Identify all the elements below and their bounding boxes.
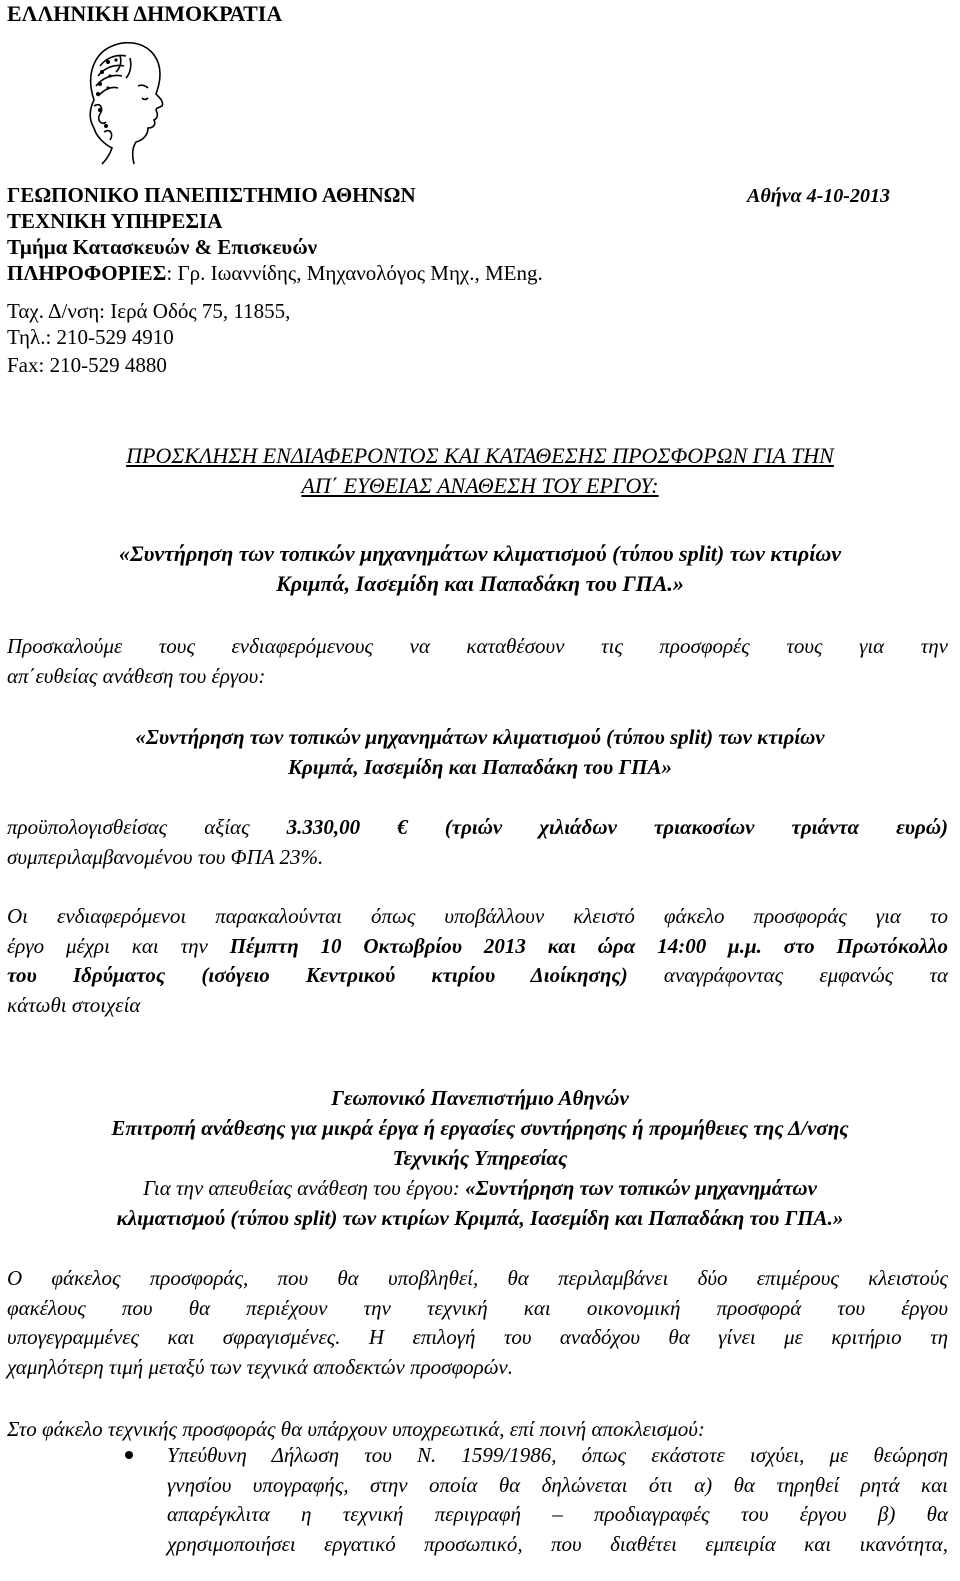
budget-paragraph (7, 813, 948, 872)
fax-line: Fax: 210-529 4880 (7, 353, 167, 377)
republic-heading: ΕΛΛΗΝΙΚΗ ΔΗΜΟΚΡΑΤΙΑ (7, 1, 283, 26)
project-repeat-line2: Κριμπά, Ιασεμίδη και Παπαδάκη του ΓΠΑ» (287, 755, 672, 779)
info-label: ΠΛΗΡΟΦΟΡΙΕΣ (7, 261, 167, 285)
phone-line: Τηλ.: 210-529 4910 (7, 325, 174, 349)
submission-line3 (7, 961, 948, 991)
info-value: : Γρ. Ιωαννίδης, Μηχανολόγος Μηχ., MEng. (166, 261, 543, 285)
bullet-line1: Υπεύθυνη Δήλωση του Ν. 1599/1986, όπως εκάστοτε ισχύει, με θεώρηση (167, 1443, 948, 1467)
university-logo (60, 36, 190, 166)
submission-line4: κάτωθι στοιχεία (7, 992, 141, 1017)
budget-line1 (7, 813, 948, 843)
offer-line4: χαμηλότερη τιμή μεταξύ των τεχνικά αποδεκτών προσφορών. (7, 1354, 513, 1379)
university-name: ΓΕΩΠΟΝΙΚΟ ΠΑΝΕΠΙΣΤΗΜΙΟ ΑΘΗΝΩΝ (7, 183, 416, 207)
offer-line3: υπογεγραμμένες και σφραγισμένες. Η επιλογή του αναδόχου θα γίνει με κριτήριο τη (7, 1325, 948, 1349)
invitation-line1: Προσκαλούμε τους ενδιαφερόμενους να καταθέσουν τις προσφορές τους για την (7, 634, 948, 658)
envelope-line1: Γεωπονικό Πανεπιστήμιο Αθηνών (331, 1086, 629, 1110)
envelope-line3: Τεχνικής Υπηρεσίας (392, 1146, 568, 1170)
service-name: ΤΕΧΝΙΚΗ ΥΠΗΡΕΣΙΑ (7, 209, 223, 233)
info-line (7, 261, 543, 285)
envelope-line4-prefix: Για την απευθείας ανάθεση του έργου: (143, 1176, 466, 1200)
envelope-line5: κλιματισμού (τύπου split) των κτιρίων Κριμπά, Ιασεμίδη και Παπαδάκη του ΓΠΑ.» (116, 1206, 844, 1230)
submission-deadline: Πέμπτη 10 Οκτωβρίου 2013 και ώρα 14:00 μ.μ. στο Πρωτόκολλο (229, 933, 948, 958)
department-name: Τμήμα Κατασκευών & Επισκευών (7, 235, 318, 259)
bullet-icon (125, 1451, 133, 1459)
technical-bullet-1 (167, 1441, 948, 1559)
envelope-line2: Επιτροπή ανάθεσης για μικρά έργα ή εργασίες συντήρησης ή προμήθειες της Δ/νσης (111, 1116, 849, 1140)
bullet-line3: απαρέγκλιτα η τεχνική περιγραφή – προδιαγραφές του έργου β) θα (167, 1502, 948, 1526)
bullet-line4: χρησιμοποιήσει εργατικό προσωπικό, που διαθέτει εμπειρία και ικανότητα, (167, 1531, 948, 1556)
offer-envelope-paragraph (7, 1264, 948, 1382)
envelope-line4 (0, 1173, 960, 1203)
envelope-line4-project: «Συντήρηση των τοπικών μηχανημάτων (465, 1176, 817, 1200)
address-line: Ταχ. Δ/νση: Ιερά Οδός 75, 11855, (7, 299, 291, 323)
submission-paragraph (7, 902, 948, 1020)
bullet-line2: γνησίου υπογραφής, στην οποία θα δηλώνεται ότι α) θα τηρηθεί ρητά και (167, 1472, 948, 1497)
document-title-line1: ΠΡΟΣΚΛΗΣΗ ΕΝΔΙΑΦΕΡΟΝΤΟΣ ΚΑΙ ΚΑΤΑΘΕΣΗΣ ΠΡΟΣΦΟΡΩΝ ΓΙΑ ΤΗΝ (126, 443, 834, 468)
submission-line2-text: έργο μέχρι και την (7, 933, 230, 958)
technical-intro: Στο φάκελο τεχνικής προσφοράς θα υπάρχουν υποχρεωτικά, επί ποινή αποκλεισμού: (7, 1417, 705, 1441)
offer-line2: φακέλους που θα περιέχουν την τεχνική και οικονομική προσφορά του έργου (7, 1295, 948, 1320)
submission-line2 (7, 932, 948, 962)
project-repeat-line1: «Συντήρηση των τοπικών μηχανημάτων κλιματισμού (τύπου split) των κτιρίων (135, 725, 825, 749)
project-title-line1: «Συντήρηση των τοπικών μηχανημάτων κλιματισμού (τύπου split) των κτιρίων (118, 541, 842, 566)
submission-location: του Ιδρύματος (ισόγειο Κεντρικού κτιρίου Διοίκησης) (7, 963, 628, 987)
budget-prefix: προϋπολογισθείσας αξίας (7, 815, 287, 839)
invitation-paragraph (7, 632, 948, 691)
submission-line1: Οι ενδιαφερόμενοι παρακαλούνται όπως υποβάλλουν κλειστό φάκελο προσφοράς για το (7, 904, 948, 928)
budget-line2: συμπεριλαμβανομένου του ΦΠΑ 23%. (7, 844, 324, 869)
budget-amount: 3.330,00 € (τριών χιλιάδων τριακοσίων τριάντα ευρώ) (286, 815, 949, 839)
submission-line3-text: αναγράφοντας εμφανώς τα (627, 963, 949, 987)
project-title-line2: Κριμπά, Ιασεμίδη και Παπαδάκη του ΓΠΑ.» (276, 571, 684, 596)
document-date: Αθήνα 4-10-2013 (747, 185, 890, 207)
offer-line1: Ο φάκελος προσφοράς, που θα υποβληθεί, θα περιλαμβάνει δύο επιμέρους κλειστούς (7, 1266, 948, 1290)
document-title-line2: ΑΠ΄ ΕΥΘΕΙΑΣ ΑΝΑΘΕΣΗ ΤΟΥ ΕΡΓΟΥ: (301, 473, 659, 498)
invitation-line2: απ΄ευθείας ανάθεση του έργου: (7, 663, 266, 688)
